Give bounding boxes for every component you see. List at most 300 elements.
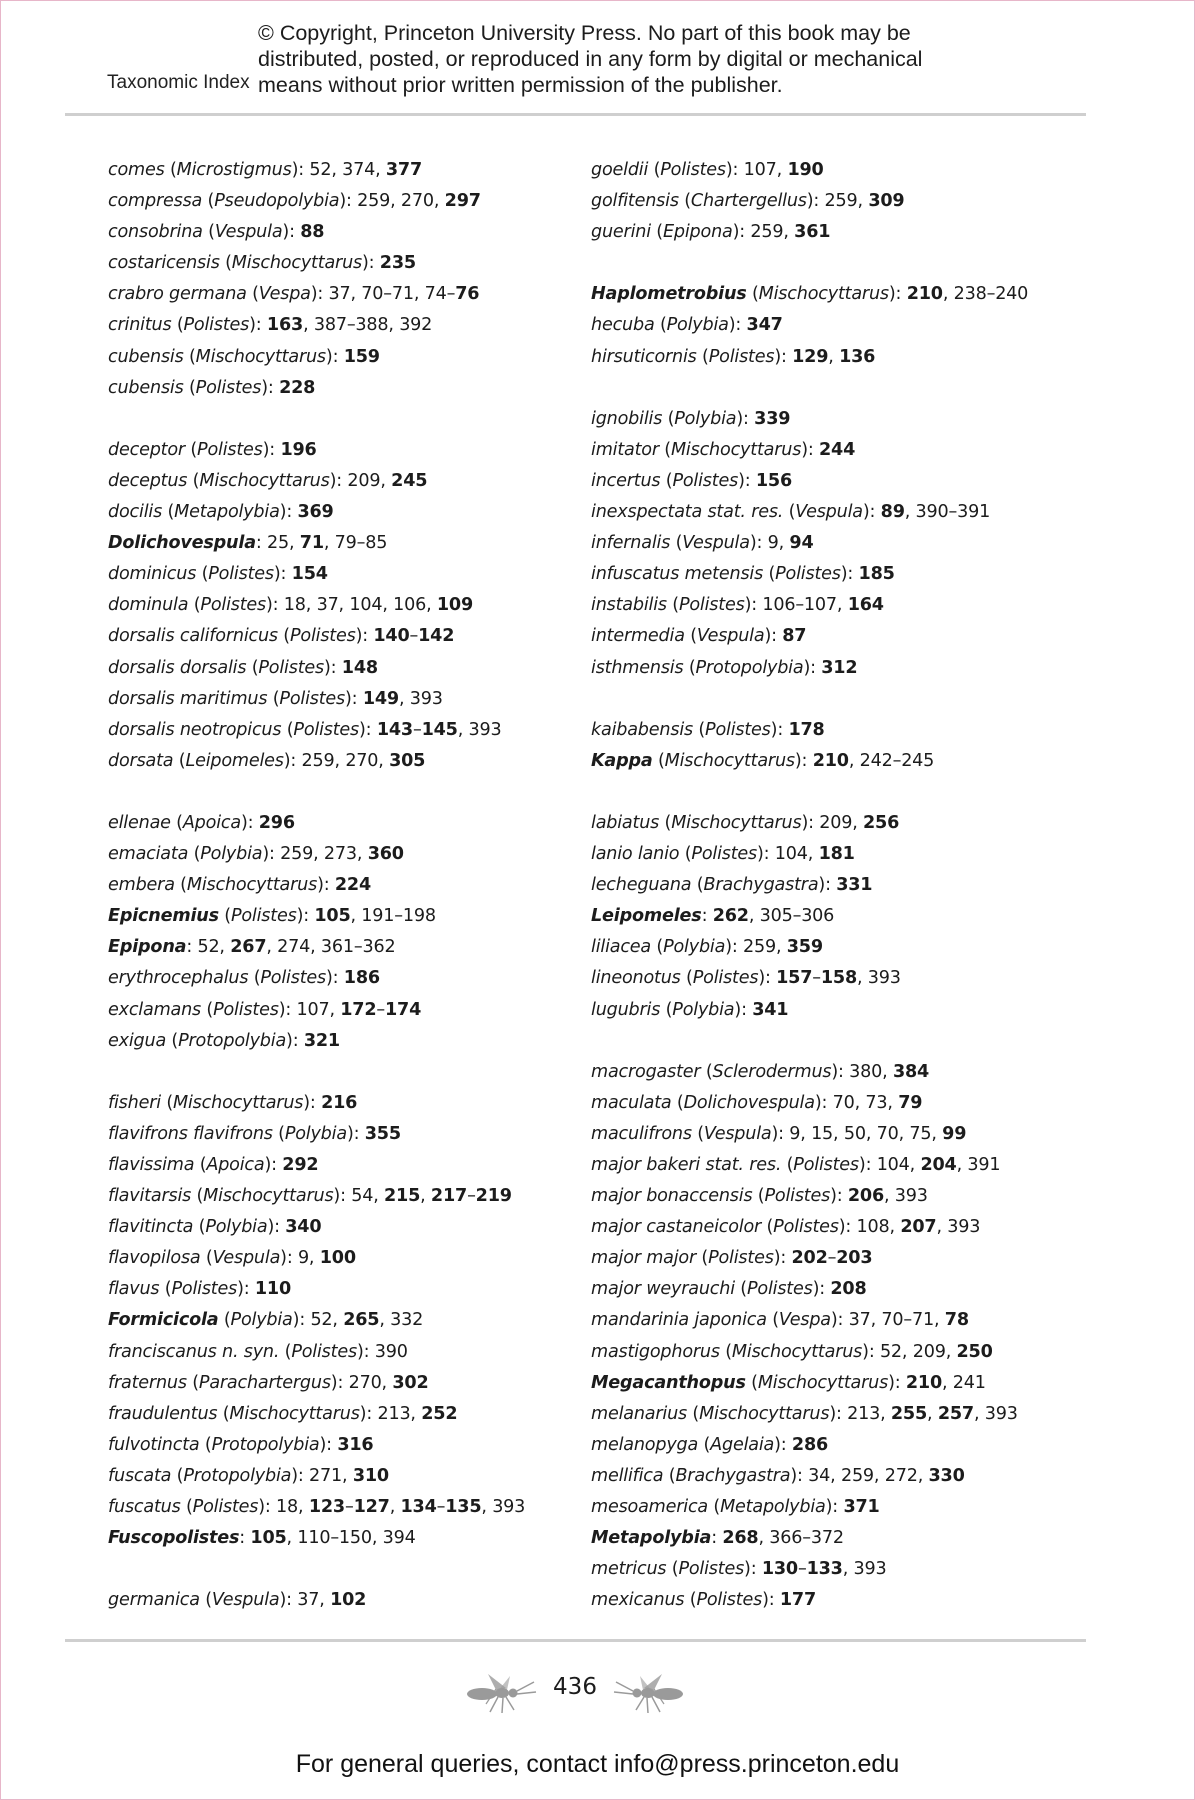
entry-text: ): [262, 439, 281, 460]
index-entry [108, 808, 578, 839]
entry-taxon-name: Protopolybia [695, 657, 804, 678]
index-entry [108, 559, 578, 590]
entry-taxon-name: Mischocyttarus [699, 1403, 830, 1424]
entry-page-ref: 76 [455, 284, 480, 305]
entry-taxon-name: cubensis [108, 346, 184, 367]
entry-text: ( [188, 595, 201, 616]
entry-page-ref: 142 [418, 626, 455, 647]
entry-page-ref: 210 [812, 750, 849, 771]
copyright-line: © Copyright, Princeton University Press. No part of this book may be [258, 21, 911, 45]
entry-taxon-name: mellifica [591, 1465, 664, 1486]
index-entry [591, 342, 1091, 373]
entry-taxon-name: liliacea [591, 937, 652, 958]
entry-taxon-name: fraternus [108, 1372, 187, 1393]
entry-text: ): [286, 1030, 304, 1051]
entry-gap [591, 684, 1091, 715]
entry-page-ref: 341 [752, 999, 789, 1020]
index-entry [591, 155, 1091, 186]
entry-page-ref: 340 [285, 1217, 322, 1238]
entry-page-ref: 78 [944, 1310, 969, 1331]
entry-text: ): [803, 657, 822, 678]
entry-taxon-name: Haplometrobius [591, 284, 747, 305]
index-entry [108, 1523, 578, 1554]
entry-taxon-name: Apoica [206, 1155, 265, 1175]
entry-text: ): [764, 626, 783, 647]
entry-taxon-name: golfitensis [591, 191, 679, 212]
entry-taxon-name: Polistes [279, 688, 346, 709]
entry-taxon-name: fuscatus [108, 1497, 181, 1518]
index-entry [591, 1430, 1091, 1461]
entry-text: ): 52, 209, [862, 1341, 957, 1362]
entry-taxon-name: Vespula [795, 502, 863, 523]
entry-taxon-name: Microstigmus [176, 160, 292, 180]
entry-taxon-name: Dolichovespula [683, 1092, 815, 1113]
entry-taxon-name: Leipomeles [185, 750, 284, 771]
entry-page-ref: 130 [761, 1559, 798, 1580]
entry-taxon-name: flavitincta [108, 1217, 194, 1238]
entry-taxon-name: deceptor [108, 439, 185, 460]
entry-text: ): [273, 564, 292, 585]
index-entry [591, 497, 1091, 528]
entry-taxon-name: Polybia [205, 1217, 268, 1238]
entry-text: ): [888, 284, 907, 305]
entry-taxon-name: Polistes [213, 999, 279, 1020]
index-entry [591, 1150, 1091, 1181]
entry-page-ref: 145 [421, 719, 458, 740]
entry-taxon-name: Polistes [230, 906, 297, 927]
index-entry [591, 1212, 1091, 1243]
index-entry [108, 466, 578, 497]
entry-text: ): [319, 1434, 338, 1455]
entry-taxon-name: Polistes [183, 315, 250, 336]
entry-text: ( [663, 1465, 676, 1486]
index-entry [591, 217, 1091, 248]
entry-taxon-name: Protopolybia [211, 1434, 320, 1455]
entry-text: ( [187, 470, 200, 491]
entry-text: ): 107, [725, 160, 788, 180]
entry-text: ): [325, 346, 344, 367]
entry-page-ref: 127 [353, 1497, 390, 1518]
entry-page-ref: 129 [792, 346, 829, 367]
entry-page-ref: 257 [937, 1403, 974, 1424]
entry-text: ( [687, 1403, 700, 1424]
index-entry [591, 1461, 1091, 1492]
entry-text: ): 380, [831, 1061, 893, 1082]
entry-text: ( [267, 688, 280, 709]
page-footer [0, 1664, 1195, 1720]
index-entry [591, 839, 1091, 870]
entry-taxon-name: dorsalis californicus [108, 626, 278, 647]
entry-text: – [436, 1497, 446, 1518]
entry-taxon-name: melanopyga [591, 1434, 699, 1455]
entry-text: ): [812, 1279, 831, 1300]
entry-taxon-name: Polistes [291, 1341, 357, 1362]
entry-text: ( [761, 1217, 774, 1238]
index-entry [591, 653, 1091, 684]
entry-taxon-name: Polistes [260, 968, 326, 989]
entry-taxon-name: Mischocyttarus [231, 253, 362, 274]
entry-text: , 393 [481, 1497, 526, 1518]
entry-text: ): [736, 408, 755, 429]
index-entry [108, 1274, 578, 1305]
entry-page-ref: 331 [836, 875, 873, 896]
entry-taxon-name: Vespa [778, 1310, 831, 1331]
index-entry [108, 684, 578, 715]
index-entry [591, 310, 1091, 341]
entry-text: ( [180, 1497, 193, 1518]
entry-taxon-name: Vespula [696, 626, 765, 647]
entry-taxon-name: Polistes [171, 1279, 238, 1300]
entry-page-ref: 203 [836, 1248, 873, 1269]
entry-page-ref: 109 [436, 595, 474, 616]
index-entry [108, 1492, 578, 1523]
entry-taxon-name: docilis [108, 502, 163, 523]
entry-text: ( [651, 937, 664, 958]
entry-page-ref: 330 [928, 1465, 965, 1486]
index-column-right [591, 155, 1091, 1616]
entry-page-ref: 296 [258, 812, 295, 833]
entry-taxon-name: Mischocyttarus [671, 812, 802, 833]
entry-text: ): [346, 1123, 365, 1144]
entry-text: ): [264, 1155, 283, 1175]
entry-text: ( [684, 626, 697, 647]
entry-taxon-name: lugubris [591, 999, 661, 1020]
entry-text: ): 34, 259, 272, [790, 1465, 929, 1486]
index-entry [591, 621, 1091, 652]
entry-taxon-name: mastigophorus [591, 1341, 720, 1362]
entry-taxon-name: Fuscopolistes [108, 1528, 240, 1549]
entry-text: ( [683, 657, 696, 678]
entry-page-ref: 185 [858, 564, 895, 585]
entry-page-ref: 88 [300, 222, 325, 243]
entry-taxon-name: Agelaia [710, 1434, 775, 1455]
footer-rule [65, 1639, 1086, 1642]
entry-taxon-name: flavifrons flavifrons [108, 1123, 273, 1144]
entry-taxon-name: fuscata [108, 1465, 172, 1486]
index-entry [108, 963, 578, 994]
entry-taxon-name: Metapolybia [591, 1528, 712, 1549]
copyright-line: distributed, posted, or reproduced in any form by digital or mechanical [258, 47, 923, 71]
entry-gap [591, 373, 1091, 404]
entry-text: ( [246, 657, 259, 678]
entry-taxon-name: Mischocyttarus [173, 1092, 304, 1113]
entry-taxon-name: flavopilosa [108, 1248, 201, 1269]
entry-taxon-name: Formicicola [108, 1310, 219, 1331]
entry-text: ( [279, 1341, 292, 1362]
index-entry [108, 528, 578, 559]
entry-page-ref: 302 [392, 1372, 429, 1393]
entry-page-ref: 265 [343, 1310, 380, 1331]
entry-text: ( [660, 470, 673, 491]
entry-text: – [344, 1497, 354, 1518]
entry-text: ): [317, 875, 335, 896]
entry-taxon-name: dominula [108, 595, 189, 616]
entry-text: ( [662, 408, 675, 429]
entry-page-ref: 361 [794, 222, 831, 243]
index-entry [591, 186, 1091, 217]
entry-text: , 393 [857, 968, 901, 989]
entry-page-ref: 177 [779, 1590, 816, 1611]
entry-text: ): [762, 1590, 780, 1611]
entry-text: ): 209, [329, 470, 392, 491]
entry-text: ): [279, 502, 298, 523]
entry-text: ( [191, 1186, 204, 1207]
entry-page-ref: 110 [254, 1279, 292, 1300]
entry-text: ): 259, [732, 222, 795, 243]
entry-page-ref: 202 [791, 1248, 828, 1269]
entry-taxon-name: Polistes [289, 626, 356, 647]
entry-text: , 79–85 [323, 533, 388, 554]
entry-taxon-name: Mischocyttarus [731, 1341, 863, 1362]
entry-text: ( [696, 1248, 709, 1269]
entry-text: ): [830, 1186, 848, 1207]
entry-taxon-name: major weyrauchi [591, 1279, 735, 1300]
entry-taxon-name: kaibabensis [591, 719, 693, 740]
entry-taxon-name: isthmensis [591, 657, 684, 678]
index-entry [108, 1243, 578, 1274]
entry-text: ( [660, 999, 673, 1020]
entry-taxon-name: Vespula [214, 222, 283, 243]
index-entry [108, 621, 578, 652]
entry-text: ( [700, 1061, 713, 1082]
entry-page-ref: 262 [712, 906, 749, 927]
entry-taxon-name: Polistes [692, 968, 759, 989]
entry-page-ref: 158 [820, 968, 858, 989]
entry-taxon-name: infernalis [591, 533, 671, 554]
entry-text: ( [678, 191, 691, 212]
index-entry [108, 1212, 578, 1243]
entry-taxon-name: Mischocyttarus [664, 750, 795, 771]
index-entry [591, 279, 1091, 310]
entry-text: ( [194, 1155, 207, 1175]
entry-text: ): 259, [725, 937, 787, 958]
entry-text: , 393 [457, 719, 502, 740]
entry-taxon-name: dorsalis neotropicus [108, 719, 282, 740]
entry-text: ( [652, 750, 665, 771]
entry-text: ( [170, 812, 183, 833]
entry-text: ( [766, 1310, 779, 1331]
entry-page-ref: 157 [776, 968, 813, 989]
entry-gap [591, 1026, 1091, 1057]
entry-text: , 391 [956, 1155, 1001, 1175]
entry-text: , 332 [379, 1310, 424, 1331]
entry-text: – [409, 626, 419, 647]
entry-text: ( [186, 1372, 199, 1393]
entry-text: ): 9, 15, 50, 70, 75, [771, 1123, 943, 1144]
entry-taxon-name: lecheguana [591, 875, 692, 896]
index-entry [108, 1585, 578, 1616]
entry-taxon-name: melanarius [591, 1403, 688, 1424]
entry-page-ref: 79 [898, 1092, 923, 1113]
entry-page-ref: 89 [880, 502, 905, 523]
entry-text: ( [670, 533, 683, 554]
entry-page-ref: 71 [299, 533, 324, 554]
entry-text: , 393 [884, 1186, 928, 1207]
entry-taxon-name: instabilis [591, 595, 667, 616]
entry-text: ): 104, [757, 844, 819, 865]
entry-taxon-name: Vespula [703, 1123, 772, 1144]
index-entry [108, 279, 578, 310]
index-entry [108, 1461, 578, 1492]
entry-text: ): [296, 906, 315, 927]
entry-text: – [827, 1248, 837, 1269]
entry-taxon-name: major bonaccensis [591, 1186, 753, 1207]
entry-text: ( [218, 1310, 231, 1331]
entry-taxon-name: Polybia [666, 315, 729, 336]
entry-page-ref: 174 [385, 999, 422, 1020]
index-entry [591, 1181, 1091, 1212]
entry-text: ( [281, 719, 294, 740]
index-entry [108, 248, 578, 279]
entry-text: ( [680, 968, 693, 989]
index-entry [591, 995, 1091, 1026]
index-entry [591, 1368, 1091, 1399]
entry-text: ): 37, 70–71, [830, 1310, 945, 1331]
entry-taxon-name: ellenae [108, 812, 171, 833]
entry-taxon-name: germanica [108, 1590, 200, 1611]
entry-text: ( [171, 315, 184, 336]
entry-text: ): [355, 626, 374, 647]
entry-text: ( [679, 844, 692, 865]
entry-text: , 241 [942, 1372, 986, 1393]
entry-taxon-name: Mischocyttarus [203, 1186, 334, 1207]
entry-taxon-name: imitator [591, 439, 659, 460]
entry-taxon-name: emaciata [108, 844, 189, 865]
entry-page-ref: 268 [722, 1528, 759, 1549]
entry-taxon-name: Mischocyttarus [670, 439, 802, 460]
entry-page-ref: 136 [839, 346, 876, 367]
entry-text: ( [171, 1465, 184, 1486]
entry-text: ( [734, 1279, 747, 1300]
entry-taxon-name: cubensis [108, 377, 184, 398]
entry-page-ref: 186 [343, 968, 380, 989]
entry-page-ref: 250 [956, 1341, 993, 1362]
entry-text: ( [746, 284, 759, 305]
index-entry [591, 746, 1091, 777]
entry-text: ): [362, 253, 380, 274]
index-entry [108, 1181, 578, 1212]
entry-text: ( [277, 626, 290, 647]
entry-text: ): [773, 1248, 792, 1269]
entry-text: ( [166, 1030, 179, 1051]
entry-text: ( [692, 719, 706, 740]
entry-text: ( [650, 222, 663, 243]
index-entry [591, 901, 1091, 932]
entry-page-ref: 87 [782, 626, 807, 647]
entry-page-ref: 204 [920, 1155, 957, 1175]
index-entry [591, 1337, 1091, 1368]
entry-taxon-name: Polistes [708, 1248, 774, 1269]
entry-taxon-name: Megacanthopus [591, 1372, 746, 1393]
entry-taxon-name: Polistes [775, 564, 841, 585]
entry-text: ( [671, 1092, 684, 1113]
entry-page-ref: 207 [900, 1217, 937, 1238]
entry-text: , 393 [973, 1403, 1018, 1424]
index-entry [591, 466, 1091, 497]
entry-text: ( [188, 844, 201, 865]
entry-text: ( [201, 999, 214, 1020]
entry-taxon-name: Polistes [696, 1590, 763, 1611]
entry-page-ref: 163 [266, 315, 304, 336]
entry-text: ( [173, 750, 186, 771]
entry-taxon-name: fulvotincta [108, 1434, 200, 1455]
entry-page-ref: 286 [791, 1434, 829, 1455]
index-entry [108, 590, 578, 621]
entry-taxon-name: mexicanus [591, 1590, 685, 1611]
index-entry [108, 310, 578, 341]
index-entry [108, 715, 578, 746]
entry-page-ref: 190 [787, 160, 824, 180]
entry-taxon-name: Polistes [708, 346, 775, 367]
entry-taxon-name: Polybia [663, 937, 726, 958]
entry-taxon-name: guerini [591, 222, 651, 243]
entry-text: ( [783, 502, 796, 523]
entry-taxon-name: dorsata [108, 750, 174, 771]
entry-taxon-name: Polistes [678, 1559, 745, 1580]
entry-text: , 305–306 [748, 906, 835, 927]
entry-taxon-name: infuscatus metensis [591, 564, 764, 585]
entry-taxon-name: intermedia [591, 626, 685, 647]
entry-page-ref: 159 [343, 346, 380, 367]
entry-text: ( [159, 1279, 172, 1300]
entry-text: ( [199, 1590, 212, 1611]
index-entry [108, 746, 578, 777]
index-entry [591, 1399, 1091, 1430]
entry-text: ( [691, 875, 704, 896]
entry-text: : [711, 1528, 723, 1549]
entry-taxon-name: Polybia [230, 1310, 293, 1331]
entry-taxon-name: incertus [591, 470, 661, 491]
index-entry [108, 1399, 578, 1430]
entry-text: ( [719, 1341, 732, 1362]
index-entry [108, 342, 578, 373]
entry-page-ref: 371 [843, 1497, 880, 1518]
entry-text: ( [193, 1217, 206, 1238]
entry-taxon-name: Polybia [200, 844, 263, 865]
entry-text: ( [183, 346, 196, 367]
entry-page-ref: 149 [362, 688, 399, 709]
index-entry [591, 1057, 1091, 1088]
index-entry [108, 1430, 578, 1461]
entry-text: , [828, 346, 840, 367]
entry-taxon-name: goeldii [591, 160, 649, 180]
entry-text: ): 271, [291, 1465, 353, 1486]
entry-text: ): [862, 502, 881, 523]
entry-text: , 242–245 [848, 750, 935, 771]
running-header: Taxonomic Index [107, 72, 250, 93]
entry-gap [591, 777, 1091, 808]
entry-taxon-name: Protopolybia [183, 1465, 292, 1486]
entry-taxon-name: Brachygastra [675, 1465, 791, 1486]
index-entry [591, 1585, 1091, 1616]
entry-taxon-name: Metapolybia [174, 502, 280, 523]
entry-taxon-name: Polistes [793, 1155, 859, 1175]
entry-page-ref: 206 [847, 1186, 885, 1207]
entry-page-ref: 355 [364, 1123, 401, 1144]
entry-page-ref: 369 [297, 502, 334, 523]
entry-taxon-name: major major [591, 1248, 697, 1269]
index-entry [108, 217, 578, 248]
index-entry [591, 932, 1091, 963]
entry-gap [108, 1057, 578, 1088]
entry-page-ref: 360 [367, 844, 404, 865]
index-entry [591, 1119, 1091, 1150]
entry-text: ): [825, 1497, 844, 1518]
entry-taxon-name: erythrocephalus [108, 968, 249, 989]
entry-taxon-name: hirsuticornis [591, 346, 697, 367]
entry-page-ref: 384 [892, 1061, 930, 1082]
entry-page-ref: 252 [421, 1403, 458, 1424]
